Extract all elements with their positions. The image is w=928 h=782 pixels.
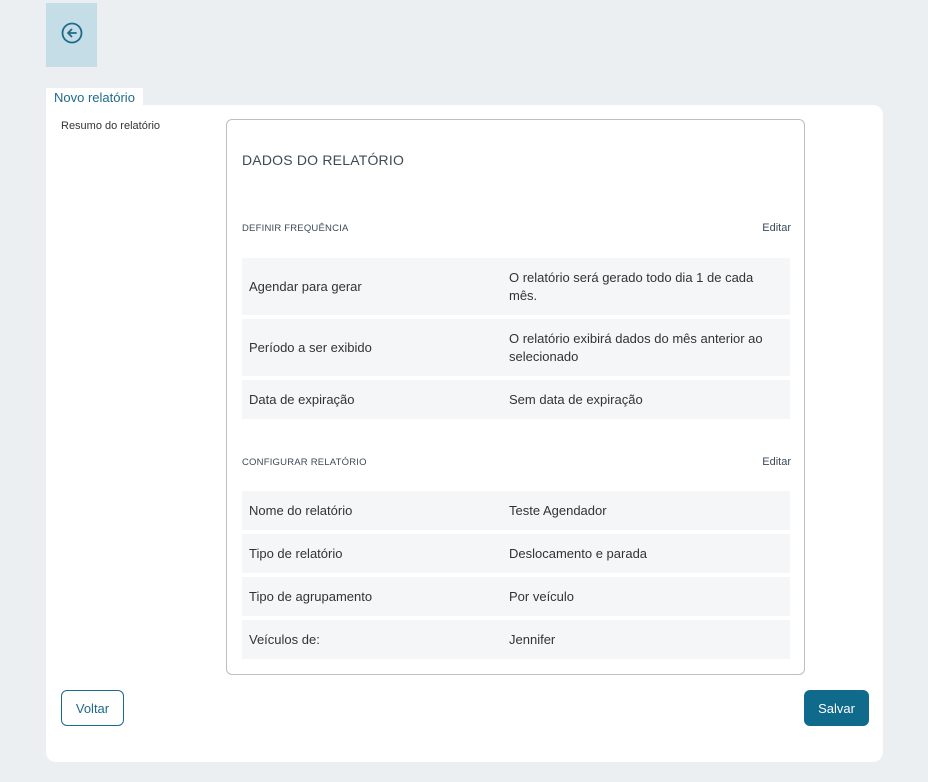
row-value: O relatório será gerado todo dia 1 de cada mês. bbox=[509, 269, 754, 303]
report-wizard-card bbox=[46, 105, 883, 762]
row-key: Tipo de relatório bbox=[249, 545, 343, 561]
summary-row bbox=[242, 319, 790, 376]
section-frequency-header bbox=[242, 220, 791, 236]
summary-row bbox=[242, 380, 790, 419]
page-tab-title: Novo relatório bbox=[46, 88, 143, 106]
section-title: CONFIGURAR RELATÓRIO bbox=[242, 456, 367, 468]
summary-row bbox=[242, 491, 790, 530]
row-key: Nome do relatório bbox=[249, 502, 353, 518]
back-button[interactable] bbox=[46, 3, 97, 67]
report-summary-panel bbox=[226, 119, 805, 675]
edit-config-link[interactable]: Editar bbox=[762, 456, 791, 468]
save-button[interactable]: Salvar bbox=[804, 690, 869, 726]
summary-row bbox=[242, 577, 790, 616]
back-step-button[interactable]: Voltar bbox=[61, 690, 124, 726]
arrow-left-circle-icon bbox=[60, 21, 84, 50]
row-key: Agendar para gerar bbox=[249, 278, 362, 294]
frequency-rows bbox=[242, 258, 790, 423]
summary-row bbox=[242, 258, 790, 315]
row-key: Data de expiração bbox=[249, 391, 355, 407]
summary-row bbox=[242, 534, 790, 573]
row-key: Tipo de agrupamento bbox=[249, 588, 373, 604]
summary-row bbox=[242, 620, 790, 659]
row-key: Período a ser exibido bbox=[249, 339, 372, 355]
row-value: O relatório exibirá dados do mês anterior ao selecionado bbox=[509, 330, 763, 364]
row-value: Jennifer bbox=[509, 631, 556, 647]
row-value: Teste Agendador bbox=[509, 502, 607, 518]
section-title: DEFINIR FREQUÊNCIA bbox=[242, 222, 349, 234]
row-value: Por veículo bbox=[509, 588, 575, 604]
row-value: Sem data de expiração bbox=[509, 391, 643, 407]
section-config-header bbox=[242, 454, 791, 470]
edit-frequency-link[interactable]: Editar bbox=[762, 222, 791, 234]
row-key: Veículos de: bbox=[249, 631, 320, 647]
summary-title: DADOS DO RELATÓRIO bbox=[242, 152, 405, 168]
config-rows bbox=[242, 491, 790, 663]
row-value: Deslocamento e parada bbox=[509, 545, 648, 561]
step-label: Resumo do relatório bbox=[61, 120, 161, 132]
